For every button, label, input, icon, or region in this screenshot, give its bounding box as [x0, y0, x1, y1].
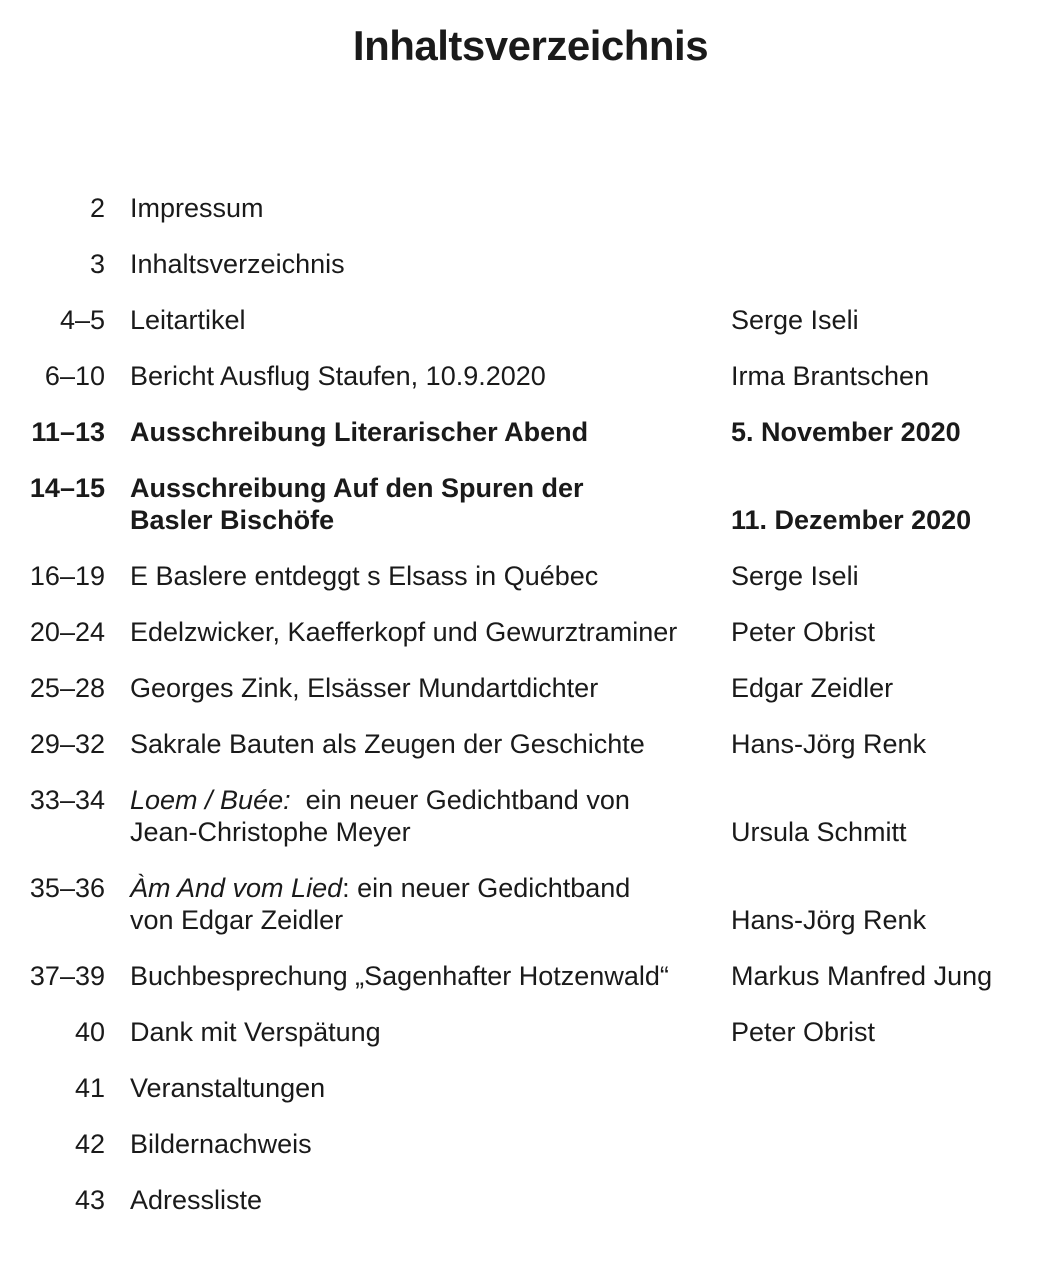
toc-row: [0, 616, 1061, 648]
title-line: [130, 416, 706, 448]
page-range: 29–32: [29, 729, 105, 759]
entry-author: Peter Obrist: [731, 1017, 876, 1047]
page-range: 33–34: [29, 785, 105, 815]
title-line: [130, 616, 706, 648]
toc-row: [0, 1128, 1061, 1160]
toc-row: [0, 248, 1061, 280]
page-range: 43: [74, 1185, 105, 1215]
entry-title: [130, 960, 706, 992]
entry-title: [130, 416, 706, 448]
entry-author: Markus Manfred Jung: [731, 961, 993, 991]
entry-author: Hans-Jörg Renk: [731, 905, 927, 935]
toc-row: [0, 560, 1061, 592]
page-range: 2: [89, 193, 105, 223]
entry-title: [130, 616, 706, 648]
page-range: 14–15: [29, 473, 105, 503]
page-range: 35–36: [29, 873, 105, 903]
entry-title: [130, 672, 706, 704]
title-line: [130, 1072, 706, 1104]
title-line: [130, 472, 706, 504]
page-range: 4–5: [59, 305, 105, 335]
title-line: [130, 672, 706, 704]
title-line: [130, 192, 706, 224]
title-segment: Adressliste: [130, 1185, 263, 1215]
entry-author: Serge Iseli: [731, 561, 859, 591]
entry-title: [130, 728, 706, 760]
title-segment: Jean-Christophe Meyer: [130, 817, 411, 847]
page-range: 6–10: [44, 361, 105, 391]
title-segment: : ein neuer Gedichtband: [342, 873, 631, 903]
page-range: 37–39: [29, 961, 105, 991]
entry-title: [130, 192, 706, 224]
title-segment: Ausschreibung Literarischer Abend: [130, 417, 589, 447]
entry-title: [130, 472, 706, 536]
title-segment: Veranstaltungen: [130, 1073, 326, 1103]
title-line: [130, 816, 706, 848]
title-line: [130, 304, 706, 336]
page-range: 3: [89, 249, 105, 279]
entry-title: [130, 560, 706, 592]
entry-author: Edgar Zeidler: [731, 673, 894, 703]
entry-author: Hans-Jörg Renk: [731, 729, 927, 759]
entry-author: 5. November 2020: [731, 417, 961, 447]
toc-row: [0, 872, 1061, 936]
entry-title: [130, 1128, 706, 1160]
toc-row: [0, 416, 1061, 448]
title-segment: Edelzwicker, Kaefferkopf und Gewurztraminer: [130, 617, 678, 647]
toc-row: [0, 472, 1061, 536]
entry-title: [130, 304, 706, 336]
page-range: 41: [74, 1073, 105, 1103]
entry-title: [130, 1016, 706, 1048]
toc-row: [0, 1072, 1061, 1104]
entry-author: Serge Iseli: [731, 305, 859, 335]
page-range: 20–24: [29, 617, 105, 647]
title-segment-italic: Àm And vom Lied: [130, 873, 343, 903]
entry-title: [130, 1072, 706, 1104]
title-segment: Impressum: [130, 193, 264, 223]
entry-author: 11. Dezember 2020: [731, 505, 972, 535]
title-line: [130, 960, 706, 992]
page-range: 11–13: [31, 417, 105, 447]
toc-row: [0, 360, 1061, 392]
title-segment: E Baslere entdeggt s Elsass in Québec: [130, 561, 599, 591]
title-segment: Dank mit Verspätung: [130, 1017, 381, 1047]
entry-author: Ursula Schmitt: [731, 817, 907, 847]
toc-row: [0, 192, 1061, 224]
page-range: 42: [74, 1129, 105, 1159]
title-line: [130, 1184, 706, 1216]
entry-title: [130, 360, 706, 392]
toc-row: [0, 1016, 1061, 1048]
title-line: [130, 872, 706, 904]
entry-title: [130, 1184, 706, 1216]
toc-row: [0, 960, 1061, 992]
title-segment: Ausschreibung Auf den Spuren der: [130, 473, 584, 503]
title-line: [130, 360, 706, 392]
title-line: [130, 1016, 706, 1048]
title-line: [130, 504, 706, 536]
title-line: [130, 728, 706, 760]
page-range: 16–19: [29, 561, 105, 591]
toc-row: [0, 672, 1061, 704]
entry-author: Irma Brantschen: [731, 361, 930, 391]
title-segment: Georges Zink, Elsässer Mundartdichter: [130, 673, 599, 703]
title-segment: Leitartikel: [130, 305, 246, 335]
title-line: [130, 248, 706, 280]
page-range: 40: [74, 1017, 105, 1047]
title-line: [130, 560, 706, 592]
title-segment-italic: Loem / Buée:: [130, 785, 291, 815]
toc-row: [0, 784, 1061, 848]
toc-row: [0, 1184, 1061, 1216]
toc-row: [0, 304, 1061, 336]
title-segment: von Edgar Zeidler: [130, 905, 344, 935]
title-line: [130, 1128, 706, 1160]
title-segment: Bericht Ausflug Staufen, 10.9.2020: [130, 361, 546, 391]
title-segment: Basler Bischöfe: [130, 505, 335, 535]
title-segment: Sakrale Bauten als Zeugen der Geschichte: [130, 729, 645, 759]
toc-row: [0, 728, 1061, 760]
entry-author: Peter Obrist: [731, 617, 876, 647]
title-segment: Buchbesprechung „Sagenhafter Hotzenwald“: [130, 961, 669, 991]
entry-title: [130, 872, 706, 936]
page-range: 25–28: [29, 673, 105, 703]
entry-title: [130, 784, 706, 848]
title-line: [130, 904, 706, 936]
title-segment: ein neuer Gedichtband von: [290, 785, 630, 815]
title-segment: Inhaltsverzeichnis: [130, 249, 345, 279]
title-segment: Bildernachweis: [130, 1129, 312, 1159]
title-line: [130, 784, 706, 816]
toc-list: [0, 192, 1061, 1216]
page-title: Inhaltsverzeichnis: [352, 22, 709, 69]
entry-title: [130, 248, 706, 280]
